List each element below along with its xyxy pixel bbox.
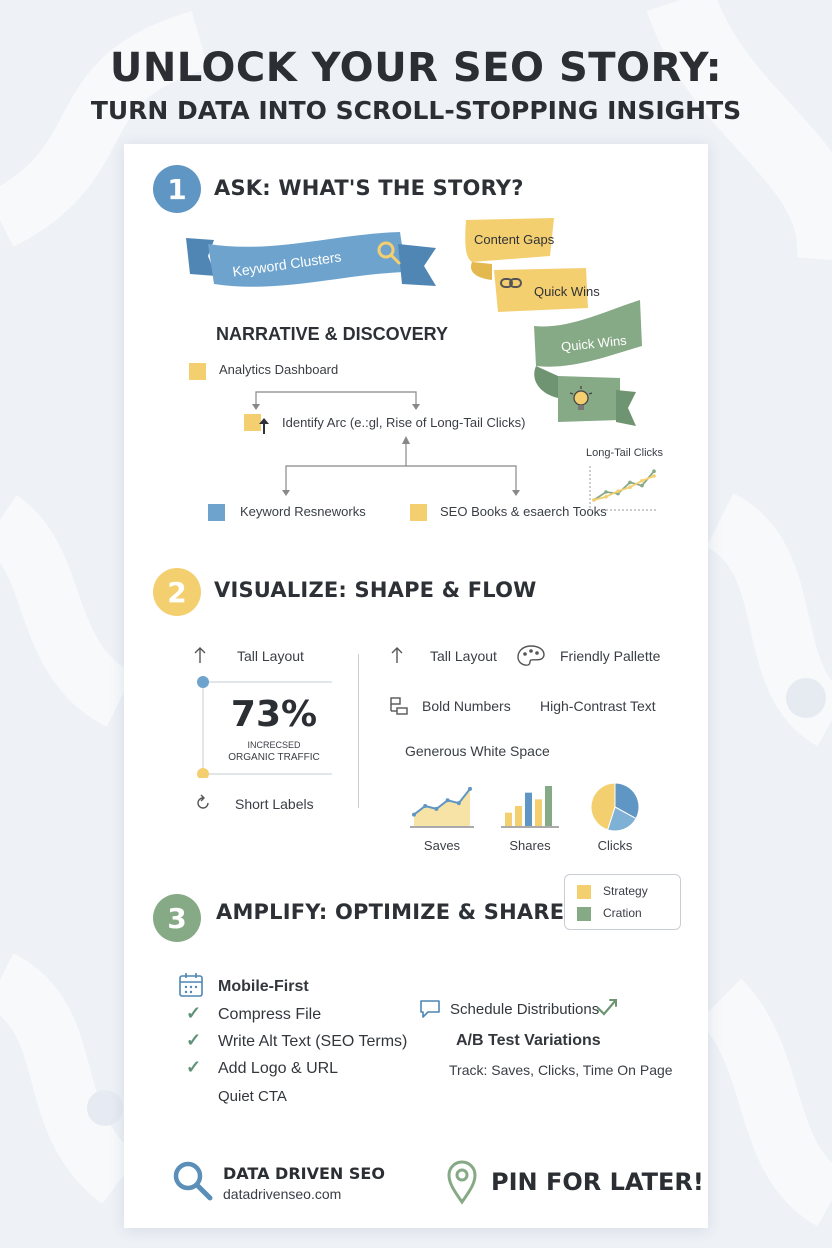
section-3-title: AMPLIFY: OPTIMIZE & SHARE <box>216 900 565 924</box>
header <box>0 44 832 128</box>
keyword-clusters-label: Keyword Clusters <box>231 248 343 280</box>
saves-point <box>457 801 461 805</box>
brand-name: DATA DRIVEN SEO <box>223 1164 385 1183</box>
calendar-icon <box>178 972 204 998</box>
saves-point <box>468 787 472 791</box>
legend-box <box>564 874 681 930</box>
saves-point <box>434 807 438 811</box>
palette-icon <box>516 644 546 668</box>
legend-strategy-label: Strategy <box>603 884 648 898</box>
track-label: Track: Saves, Clicks, Time On Page <box>449 1062 673 1078</box>
layout-icon <box>389 696 409 716</box>
schedule-label: Schedule Distributions <box>450 1001 600 1018</box>
brand-url[interactable]: datadrivenseo.com <box>223 1186 342 1202</box>
check-icon: ✓ <box>186 1030 202 1050</box>
ab-test-label: A/B Test Variations <box>456 1032 601 1049</box>
keyword-res-square <box>208 504 225 521</box>
infographic-card <box>124 144 708 1228</box>
left-tall-layout-label: Tall Layout <box>237 648 304 664</box>
analytics-square <box>189 363 206 380</box>
pin-for-later-cta[interactable]: PIN FOR LATER! <box>491 1168 704 1196</box>
bold-numbers-label: Bold Numbers <box>422 698 511 714</box>
long-tail-point <box>604 495 608 499</box>
long-tail-point <box>628 485 632 489</box>
long-tail-point <box>592 498 596 502</box>
short-labels-label: Short Labels <box>235 796 314 812</box>
pin-icon <box>444 1158 480 1206</box>
content-gaps-label: Content Gaps <box>474 232 555 247</box>
search-icon <box>374 238 404 268</box>
page-title: UNLOCK YOUR SEO STORY: <box>109 45 723 91</box>
palette-label: Friendly Pallette <box>560 648 661 664</box>
alt-text-label: Write Alt Text (SEO Terms) <box>218 1033 408 1050</box>
shares-mini-chart <box>501 780 559 832</box>
arrow-up-icon <box>257 417 271 435</box>
long-tail-line-1 <box>594 471 654 500</box>
trend-check-icon <box>596 996 618 1018</box>
add-logo-label: Add Logo & URL <box>218 1060 339 1077</box>
refresh-icon <box>194 794 212 812</box>
step-1-badge: 1 <box>153 165 201 213</box>
long-tail-point <box>616 489 620 493</box>
clicks-label: Clicks <box>597 838 633 853</box>
stat-caption-1: INCRECSED <box>247 740 301 750</box>
quick-wins-ribbon-label: Quick Wins <box>560 332 628 355</box>
step-2-badge: 2 <box>153 568 201 616</box>
shares-bar <box>515 806 522 826</box>
seo-books-square <box>410 504 427 521</box>
narrative-heading: NARRATIVE & DISCOVERY <box>216 324 449 344</box>
contrast-label: High-Contrast Text <box>540 698 656 714</box>
white-space-label: Generous White Space <box>405 743 550 759</box>
search-icon <box>170 1158 216 1204</box>
shares-label: Shares <box>509 838 551 853</box>
long-tail-point <box>652 469 656 473</box>
stat-caption-2: ORGANIC TRAFFIC <box>228 752 320 763</box>
long-tail-chart-title: Long-Tail Clicks <box>586 447 664 459</box>
flow-connectors <box>224 388 524 498</box>
right-tall-layout-label: Tall Layout <box>430 648 497 664</box>
legend-strategy-swatch <box>577 885 591 899</box>
link-icon <box>500 274 522 292</box>
arrow-up-icon <box>389 646 405 664</box>
arrow-up-icon <box>192 646 208 664</box>
quiet-cta-label: Quiet CTA <box>218 1088 287 1105</box>
chat-icon <box>418 998 442 1020</box>
long-tail-point <box>640 484 644 488</box>
stat-value: 73% <box>230 694 318 735</box>
long-tail-point <box>640 479 644 483</box>
compress-label: Compress File <box>218 1006 322 1023</box>
shares-bar <box>545 786 552 826</box>
saves-point <box>446 798 450 802</box>
section-2-title: VISUALIZE: SHAPE & FLOW <box>214 578 537 602</box>
saves-point <box>412 813 416 817</box>
shares-bar <box>525 793 532 826</box>
clicks-mini-chart <box>590 782 640 832</box>
mobile-first-label: Mobile-First <box>218 978 309 995</box>
column-divider <box>358 654 359 808</box>
lightbulb-icon <box>568 386 594 414</box>
section-1-title: ASK: WHAT'S THE STORY? <box>214 176 524 200</box>
shares-bar <box>535 799 542 826</box>
page-subtitle: TURN DATA INTO SCROLL-STOPPING INSIGHTS <box>90 96 742 125</box>
saves-label: Saves <box>423 838 461 853</box>
shares-bar <box>505 813 512 826</box>
saves-mini-chart <box>410 780 474 832</box>
long-tail-chart <box>586 462 658 514</box>
identify-arc-label: Identify Arc (e.:gl, Rise of Long-Tail Clicks) <box>282 415 526 430</box>
step-3-badge: 3 <box>153 894 201 942</box>
long-tail-point <box>628 481 632 485</box>
check-icon: ✓ <box>186 1003 202 1023</box>
seo-books-label: SEO Books & esaerch Tooks <box>440 504 607 519</box>
legend-cration-swatch <box>577 907 591 921</box>
analytics-label: Analytics Dashboard <box>219 362 339 377</box>
long-tail-point <box>652 474 656 478</box>
check-icon: ✓ <box>186 1057 202 1077</box>
long-tail-point <box>604 490 608 494</box>
legend-cration-label: Cration <box>603 906 642 920</box>
keyword-res-label: Keyword Resneworks <box>240 504 366 519</box>
saves-point <box>423 804 427 808</box>
quick-wins-note-label: Quick Wins <box>534 284 600 299</box>
